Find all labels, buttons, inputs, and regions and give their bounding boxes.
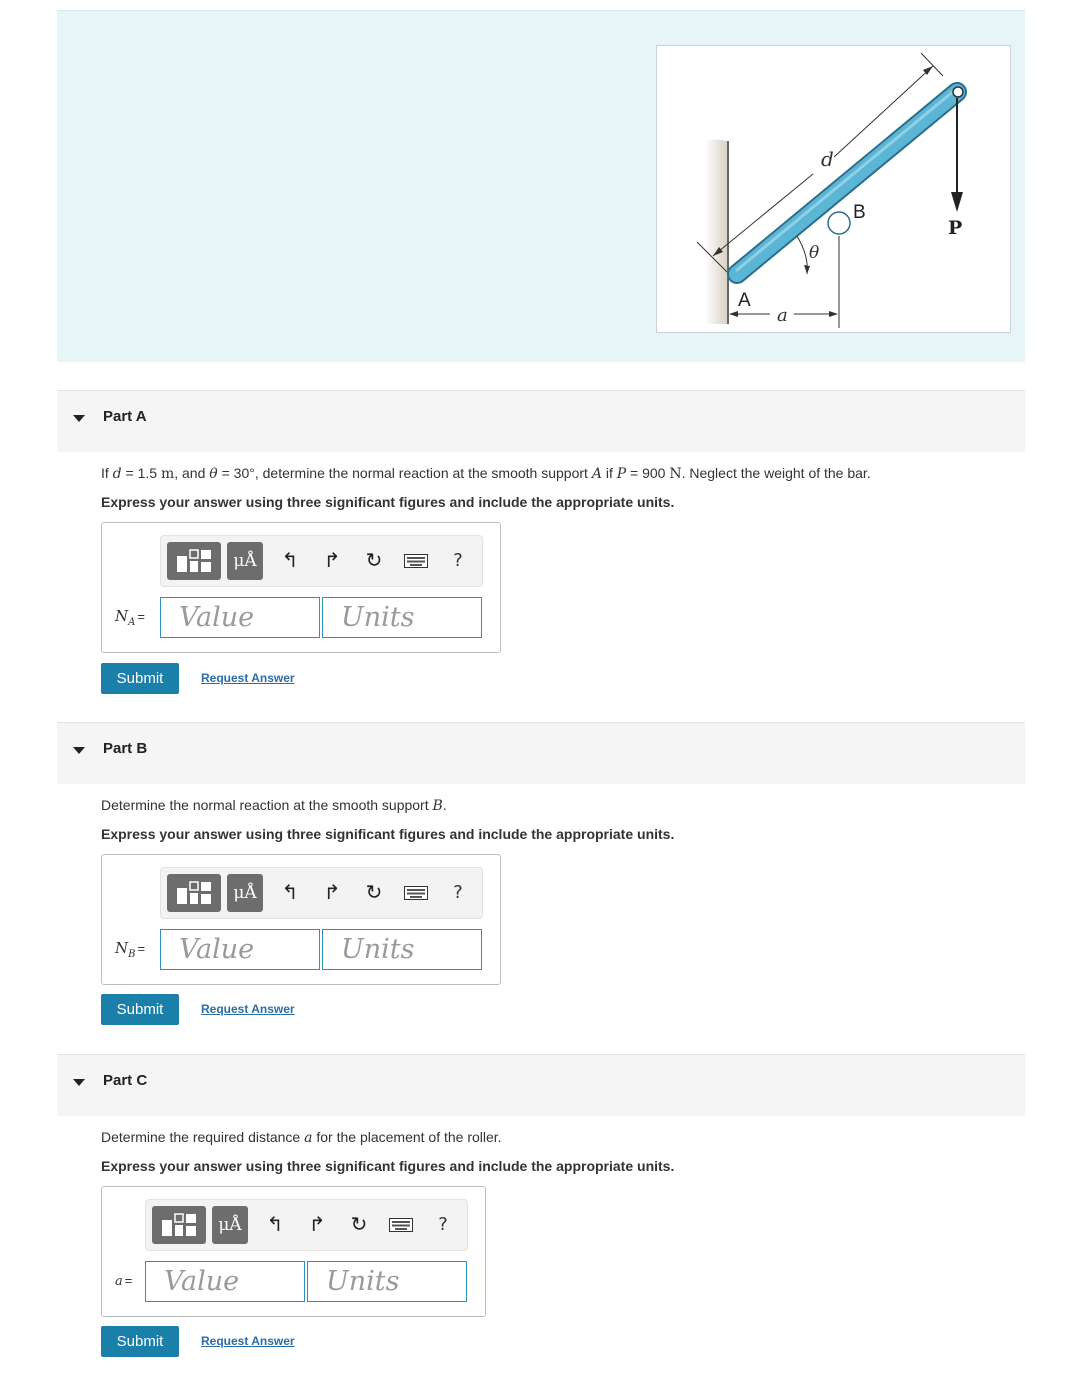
bar-highlight [737,90,955,270]
q-text: for the placement of the roller. [312,1129,502,1145]
part-a-question [101,465,871,482]
var-symbol: N [115,607,129,625]
help-icon[interactable]: ? [453,882,463,903]
part-c-instruction: Express your answer using three significant figures and include the appropriate units. [101,1158,675,1174]
reset-icon[interactable]: ↻ [365,550,383,572]
redo-icon[interactable]: ↱ [308,1214,326,1236]
wall-shading [705,140,727,325]
q-var-a: a [304,1130,313,1146]
bar [737,92,957,274]
var-subscript: B [128,949,136,960]
var-symbol: a [115,1274,123,1289]
label-theta: θ [809,243,820,263]
templates-button[interactable] [167,542,221,580]
units-input[interactable]: Units [307,1261,467,1302]
answer-variable-label [115,1273,132,1289]
keyboard-icon[interactable] [403,548,429,574]
answer-variable-label [115,939,145,960]
value-input[interactable]: Value [160,929,320,970]
caret-down-icon[interactable] [73,415,85,422]
q-text: Determine the required distance [101,1129,305,1145]
part-b-title: Part B [103,740,148,757]
var-symbol: N [115,939,129,957]
bar-diagram [657,46,1012,334]
part-a-answer-box [101,522,501,653]
math-toolbar [160,535,483,587]
var-subscript: A [128,617,136,628]
q-unit-m: m [160,466,175,482]
help-icon[interactable]: ? [453,550,463,571]
pin-end [953,87,963,97]
value-input[interactable]: Value [160,597,320,638]
part-a-title: Part A [103,408,147,425]
force-p-arrow [951,192,963,212]
templates-button[interactable] [167,874,221,912]
units-button[interactable]: μÅ [227,874,263,912]
label-a-dim: a [777,305,788,326]
part-a-request-answer-link[interactable]: Request Answer [201,671,295,685]
caret-down-icon[interactable] [73,747,85,754]
part-c-answer-box [101,1186,486,1317]
undo-icon[interactable]: ↰ [281,882,299,904]
q-text: , determine the normal reaction at the smooth support [254,465,592,481]
q-var-d: d [112,466,122,482]
caret-down-icon[interactable] [73,1079,85,1086]
units-button[interactable]: μÅ [212,1206,248,1244]
part-b-question [101,797,447,814]
templates-icon [160,1212,198,1238]
a-arrow-left [729,311,738,317]
q-var-theta: θ [209,466,218,482]
part-c-header[interactable] [57,1054,1025,1116]
q-text: = 1.5 [121,465,161,481]
q-var-p: P [616,466,627,482]
redo-icon[interactable]: ↱ [323,882,341,904]
equals-sign: = [124,1273,133,1288]
reset-icon[interactable]: ↻ [350,1214,368,1236]
redo-icon[interactable]: ↱ [323,550,341,572]
help-icon[interactable]: ? [438,1214,448,1235]
problem-figure-panel [57,10,1025,362]
answer-variable-label [115,607,145,628]
label-p: P [948,217,963,239]
part-b-header[interactable] [57,722,1025,784]
templates-button[interactable] [152,1206,206,1244]
q-var-b: B [432,798,443,814]
part-a-submit-button[interactable]: Submit [101,663,179,694]
templates-icon [175,548,213,574]
label-d: d [821,147,834,171]
q-text: , and [174,465,210,481]
theta-arrow [804,265,810,274]
reset-icon[interactable]: ↻ [365,882,383,904]
q-text: Determine the normal reaction at the smooth support [101,797,433,813]
q-text: . Neglect the weight of the bar. [681,465,871,481]
part-c-question [101,1129,502,1146]
units-button[interactable]: μÅ [227,542,263,580]
part-b-instruction: Express your answer using three significant figures and include the appropriate units. [101,826,675,842]
keyboard-icon[interactable] [403,880,429,906]
part-b-request-answer-link[interactable]: Request Answer [201,1002,295,1016]
undo-icon[interactable]: ↰ [266,1214,284,1236]
problem-figure [656,45,1011,333]
q-text: if [601,465,617,481]
math-toolbar [145,1199,468,1251]
a-arrow-right [829,311,838,317]
units-input[interactable]: Units [322,929,482,970]
d-ext-2 [921,53,943,76]
label-b: B [853,202,866,223]
label-a-support: A [738,290,751,311]
q-text: = 900 [626,465,670,481]
equals-sign: = [137,609,145,624]
part-c-title: Part C [103,1072,148,1089]
units-input[interactable]: Units [322,597,482,638]
part-c-request-answer-link[interactable]: Request Answer [201,1334,295,1348]
q-text: = 30 [217,465,250,481]
equals-sign: = [137,941,146,956]
part-b-answer-box [101,854,501,985]
undo-icon[interactable]: ↰ [281,550,299,572]
math-toolbar [160,867,483,919]
value-input[interactable]: Value [145,1261,305,1302]
q-text: If [101,465,113,481]
q-text: . [442,797,447,813]
q-degree: ° [249,465,255,481]
part-b-submit-button[interactable]: Submit [101,994,179,1025]
q-unit-n: N [669,466,682,482]
part-a-header[interactable] [57,390,1025,452]
q-var-a: A [591,466,602,482]
part-a-instruction: Express your answer using three significant figures and include the appropriate units. [101,494,675,510]
keyboard-icon[interactable] [388,1212,414,1238]
templates-icon [175,880,213,906]
roller-b [828,212,850,234]
part-c-submit-button[interactable]: Submit [101,1326,179,1357]
